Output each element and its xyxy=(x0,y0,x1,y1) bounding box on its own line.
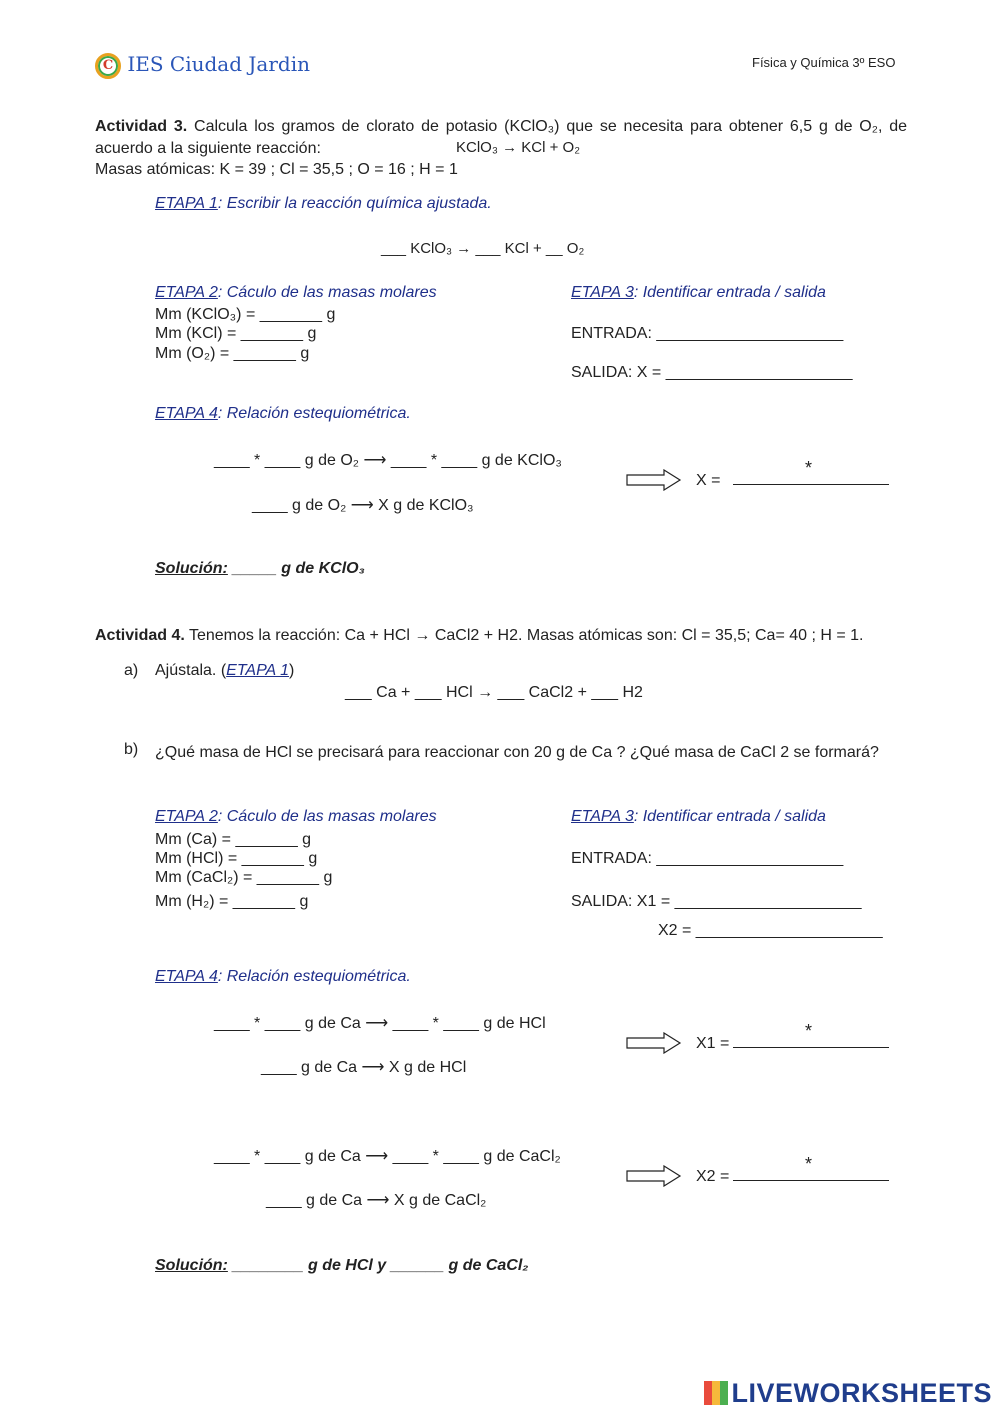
act4-statement xyxy=(95,627,864,645)
act4-solution xyxy=(155,1257,528,1275)
act3-equation: ___ KClO₃ → ___ KCl + __ O₂ xyxy=(381,240,585,257)
act4-a xyxy=(155,662,294,680)
act4-x2-label: X2 = xyxy=(696,1168,730,1185)
act4-a-link[interactable]: ETAPA 1 xyxy=(226,662,289,679)
brand-text: LIVEWORKSHEETS xyxy=(731,1378,992,1408)
act3-etapa4-link[interactable]: ETAPA 4 xyxy=(155,405,218,422)
act3-etapa4-text: : Relación estequiométrica. xyxy=(217,405,411,422)
act3-masses: Masas atómicas: K = 39 ; Cl = 35,5 ; O = 16 ; H = 1 xyxy=(95,161,458,178)
act3-title: Actividad 3. xyxy=(95,118,188,135)
act4-etapa3 xyxy=(571,808,826,826)
act3-etapa1 xyxy=(155,195,492,213)
act4-etapa3-link[interactable]: ETAPA 3 xyxy=(571,808,634,825)
act4-x2-answer-line[interactable] xyxy=(733,1180,889,1181)
act4-rel2: ____ g de Ca ⟶ X g de HCl xyxy=(261,1059,467,1076)
logo-c-icon: C xyxy=(95,53,121,79)
act4-etapa2 xyxy=(155,808,437,826)
act4-a-close: ) xyxy=(288,662,295,679)
act4-x2-line: X2 = _____________________ xyxy=(658,922,883,939)
act4-x1-answer-line[interactable] xyxy=(733,1047,889,1048)
implies-arrow-icon xyxy=(626,469,682,491)
act4-b-label: b) xyxy=(124,741,139,758)
act3-etapa3-link[interactable]: ETAPA 3 xyxy=(571,284,634,301)
act3-solution xyxy=(155,560,365,578)
liveworksheets-icon xyxy=(704,1381,728,1405)
implies-arrow-icon xyxy=(626,1165,682,1187)
act4-etapa4-link[interactable]: ETAPA 4 xyxy=(155,968,218,985)
act4-equation: ___ Ca + ___ HCl → ___ CaCl2 + ___ H2 xyxy=(345,684,643,701)
act3-text: Calcula los gramos de clorato de potasio (KClO₃) que se necesita para obtener 6,5 g de O₂, de acuerdo a la siguiente reacción: xyxy=(95,118,908,157)
act4-mm1: Mm (Ca) = _______ g xyxy=(155,831,312,848)
act4-text: Tenemos la reacción: Ca + HCl → CaCl2 + H2. Masas atómicas son: Cl = 35,5; Ca= 40 ; H = 1. xyxy=(188,627,864,644)
act4-star-2: * xyxy=(805,1154,813,1174)
act3-mm1: Mm (KClO₃) = _______ g xyxy=(155,306,336,323)
act4-sol-label: Solución: xyxy=(155,1257,228,1274)
logo-text: IES Ciudad Jardin xyxy=(127,52,310,76)
act4-etapa4-text: : Relación estequiométrica. xyxy=(217,968,411,985)
act3-mm2: Mm (KCl) = _______ g xyxy=(155,325,317,342)
act3-star: * xyxy=(805,458,813,478)
act3-etapa2 xyxy=(155,284,437,302)
act3-etapa3 xyxy=(571,284,826,302)
act4-a-text: Ajústala. ( xyxy=(155,662,227,679)
act3-reaction: KClO₃ → KCl + O₂ xyxy=(456,139,581,156)
act3-sol-label: Solución: xyxy=(155,560,228,577)
act4-etapa2-text: : Cáculo de las masas molares xyxy=(217,808,437,825)
act3-etapa4 xyxy=(155,405,411,423)
act3-x-answer-line[interactable] xyxy=(733,484,889,485)
act4-title: Actividad 4. xyxy=(95,627,185,644)
act3-etapa3-text: : Identificar entrada / salida xyxy=(633,284,826,301)
act4-rel1: ____ * ____ g de Ca ⟶ ____ * ____ g de HCl xyxy=(214,1015,546,1032)
implies-arrow-icon xyxy=(626,1032,682,1054)
act4-sol-text: ________ g de HCl y ______ g de CaCl₂ xyxy=(227,1257,529,1274)
act4-mm3: Mm (CaCl₂) = _______ g xyxy=(155,869,333,886)
act4-a-label: a) xyxy=(124,662,139,679)
act4-rel4: ____ g de Ca ⟶ X g de CaCl₂ xyxy=(266,1192,487,1209)
act4-b-text: ¿Qué masa de HCl se precisará para reaccionar con 20 g de Ca ? ¿Qué masa de CaCl 2 se formará? xyxy=(155,744,879,761)
liveworksheets-logo xyxy=(704,1378,992,1409)
act4-etapa2-link[interactable]: ETAPA 2 xyxy=(155,808,218,825)
act4-etapa3-text: : Identificar entrada / salida xyxy=(633,808,826,825)
act4-entrada: ENTRADA: _____________________ xyxy=(571,850,844,867)
act4-etapa4 xyxy=(155,968,411,986)
act3-etapa2-link[interactable]: ETAPA 2 xyxy=(155,284,218,301)
act3-etapa1-link[interactable]: ETAPA 1 xyxy=(155,195,218,212)
act3-x-label: X = xyxy=(696,472,721,489)
act4-mm2: Mm (HCl) = _______ g xyxy=(155,850,318,867)
school-logo xyxy=(95,52,310,79)
act4-mm4: Mm (H₂) = _______ g xyxy=(155,893,309,910)
act4-salida: SALIDA: X1 = _____________________ xyxy=(571,893,862,910)
act4-star-1: * xyxy=(805,1021,813,1041)
act4-x1-label: X1 = xyxy=(696,1035,730,1052)
act3-mm3: Mm (O₂) = _______ g xyxy=(155,345,310,362)
act3-entrada: ENTRADA: _____________________ xyxy=(571,325,844,342)
act3-etapa1-text: : Escribir la reacción química ajustada. xyxy=(217,195,492,212)
act3-etapa2-text: : Cáculo de las masas molares xyxy=(217,284,437,301)
act3-salida: SALIDA: X = _____________________ xyxy=(571,364,853,381)
act3-sol-text: _____ g de KClO₃ xyxy=(227,560,365,577)
subject-label: Física y Química 3º ESO xyxy=(752,55,896,70)
act4-rel3: ____ * ____ g de Ca ⟶ ____ * ____ g de CaCl₂ xyxy=(214,1148,561,1165)
act3-rel2: ____ g de O₂ ⟶ X g de KClO₃ xyxy=(252,497,474,514)
act3-rel1: ____ * ____ g de O₂ ⟶ ____ * ____ g de KClO₃ xyxy=(214,452,562,469)
